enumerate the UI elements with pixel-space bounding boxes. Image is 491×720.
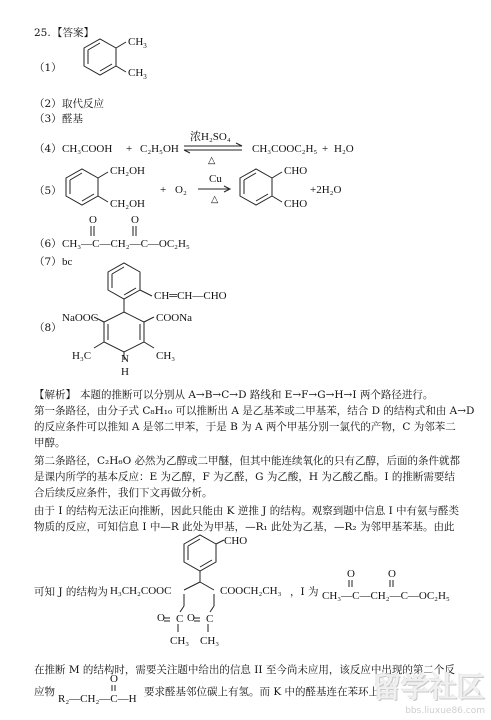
eq4-plus2: +	[322, 143, 329, 155]
analysis-p3-line1: 第二条路径，C₂H₆O 必然为乙醇或二甲醚，但其中能连续氧化的只有乙醇，后面的条件就都	[34, 455, 461, 467]
eq4-reversible-arrow	[182, 144, 246, 154]
watermark-url: bbs.liuxue86.com	[405, 706, 485, 716]
item-3-answer: 醛基	[62, 113, 83, 125]
i-formula: CH₃—C—CH₂—C—OC₂H₅	[322, 590, 450, 602]
analysis-tag: 【解析】	[34, 389, 76, 401]
s8-right-group: COONa	[156, 312, 193, 324]
s8-me-right: CH₃	[156, 350, 176, 362]
item-5-label: （5）	[34, 185, 62, 197]
watermark	[373, 666, 485, 716]
analysis-p1: 本题的推断可以分别从 A→B→C→D 路线和 E→F→G→H→I 两个路径进行。	[80, 389, 434, 401]
analysis-p2-line1: 第一条路径，由分子式 C₈H₁₀ 可以推断出 A 是乙基苯或二甲基苯，结合 D 的结构式和由 A→D	[34, 405, 475, 417]
item-6-label: （6）	[34, 238, 62, 250]
analysis-p5-prefix: 可知 J 的结构为	[34, 586, 108, 598]
j-carbon-left: C	[176, 613, 184, 625]
s8-n-atom: N	[121, 353, 129, 365]
analysis-p5-mid: ，I 为	[290, 586, 319, 598]
analysis-p6-line2b: 要求醛基邻位碳上有氢。而 K 中的醛基连在苯环上，	[144, 686, 390, 698]
analysis-p4-line2: 物质的反应，可知信息 I 中—R 此处为甲基，—R₁ 此处为乙基，—R₂ 为邻甲基苯基。由此	[34, 521, 455, 533]
eq4-reactant1: CH₃COOH	[62, 143, 113, 155]
j-cho: CHO	[224, 535, 248, 547]
eq5-plus1: +	[160, 184, 167, 196]
eq4-product1: CH₃COOC₂H₅	[252, 143, 318, 155]
j-oxygen-right: O	[187, 612, 195, 624]
question-number: 25.	[34, 27, 51, 39]
j-oxygen-left: O	[157, 612, 165, 624]
i-carbonyl-bonds	[347, 580, 397, 590]
eq5-ch2oh-lower: CH₂OH	[110, 198, 146, 210]
s8-left-group: NaOOC	[62, 312, 99, 324]
analysis-p2-line2: 的反应条件可以推知 A 是邻二甲苯，于是 B 为 A 两个甲基分别一氯代的产物，C 为邻苯二	[34, 421, 456, 433]
j-methyl-left: CH₃	[170, 635, 190, 647]
s8-h-atom: H	[121, 366, 129, 378]
i-o2: O	[388, 568, 396, 580]
item-7-label: （7）	[34, 256, 62, 268]
eq5-cho-upper: CHO	[284, 165, 308, 177]
eq5-ch2oh-upper: CH₂OH	[110, 165, 146, 177]
analysis-p6-line2a: 应物	[34, 686, 55, 698]
eq5-condition-bottom: △	[211, 194, 219, 205]
item-7-answer: bc	[62, 256, 73, 268]
j-left-ester: H₃CH₂COOC	[110, 585, 172, 597]
j-right-ester: COOCH₂CH₃	[220, 585, 282, 597]
item-4-label: （4）	[34, 143, 62, 155]
analysis-p3-line3: 合后续反应条件，我们下文再做分析。	[34, 487, 213, 499]
item-1-label: （1）	[34, 62, 62, 74]
methyl-upper: $CH_3$	[128, 36, 147, 51]
watermark-main: 留学社区	[372, 671, 485, 704]
p6-carbonyl-bond	[111, 685, 121, 693]
methyl-lower: $CH_3$	[128, 67, 147, 82]
item-8-label: （8）	[34, 322, 62, 334]
phthalaldehyde-ring	[232, 166, 292, 216]
analysis-p4-line1: 由于 I 的结构无法正向推断，因此只能由 K 逆推 J 的结构。观察到题中信息 I 中有氨与醛类	[34, 505, 460, 517]
eq4-condition-bottom: △	[208, 155, 216, 166]
analysis-p3-line2: 是课内所学的基本反应：E 为乙醇，F 为乙醛，G 为乙酸，H 为乙酸乙酯。I 的推断需要结	[34, 471, 455, 483]
eq5-oxygen: O₂	[175, 184, 187, 196]
s8-side-chain: CH═CH—CHO	[154, 290, 227, 302]
s6-formula: CH₃—C—CH₂—C—OC₂H₅	[62, 238, 190, 250]
eq4-product2: H₂O	[334, 143, 354, 155]
j-methyl-right: CH₃	[200, 635, 220, 647]
eq4-plus1: +	[126, 143, 133, 155]
eq4-reactant2: C₂H₅OH	[140, 143, 179, 155]
s6-o1: O	[89, 214, 97, 226]
p6-formula: R₂—CH₂—C—H	[58, 693, 137, 705]
j-carbon-right: C	[206, 613, 214, 625]
item-3-label: （3）	[34, 113, 62, 125]
p6-o: O	[110, 673, 118, 685]
eq5-condition-top: Cu	[209, 173, 222, 185]
analysis-p6-line1: 在推断 M 的结构时，需要关注题中给出的信息 II 至今尚未应用，该反应中出现的第二个反	[34, 664, 455, 676]
eq5-cho-lower: CHO	[284, 198, 308, 210]
eq4-condition-top: 浓H₂SO₄	[190, 131, 231, 143]
s6-o2: O	[131, 214, 139, 226]
i-o1: O	[347, 568, 355, 580]
s8-me-left: H₃C	[72, 350, 92, 362]
analysis-p2-line3: 甲醇。	[34, 437, 66, 449]
answer-tag: 【答案】	[52, 27, 94, 39]
eq5-water: +2H₂O	[310, 184, 342, 196]
item-2-label: （2）	[34, 98, 62, 110]
item-2-answer: 取代反应	[62, 98, 104, 110]
